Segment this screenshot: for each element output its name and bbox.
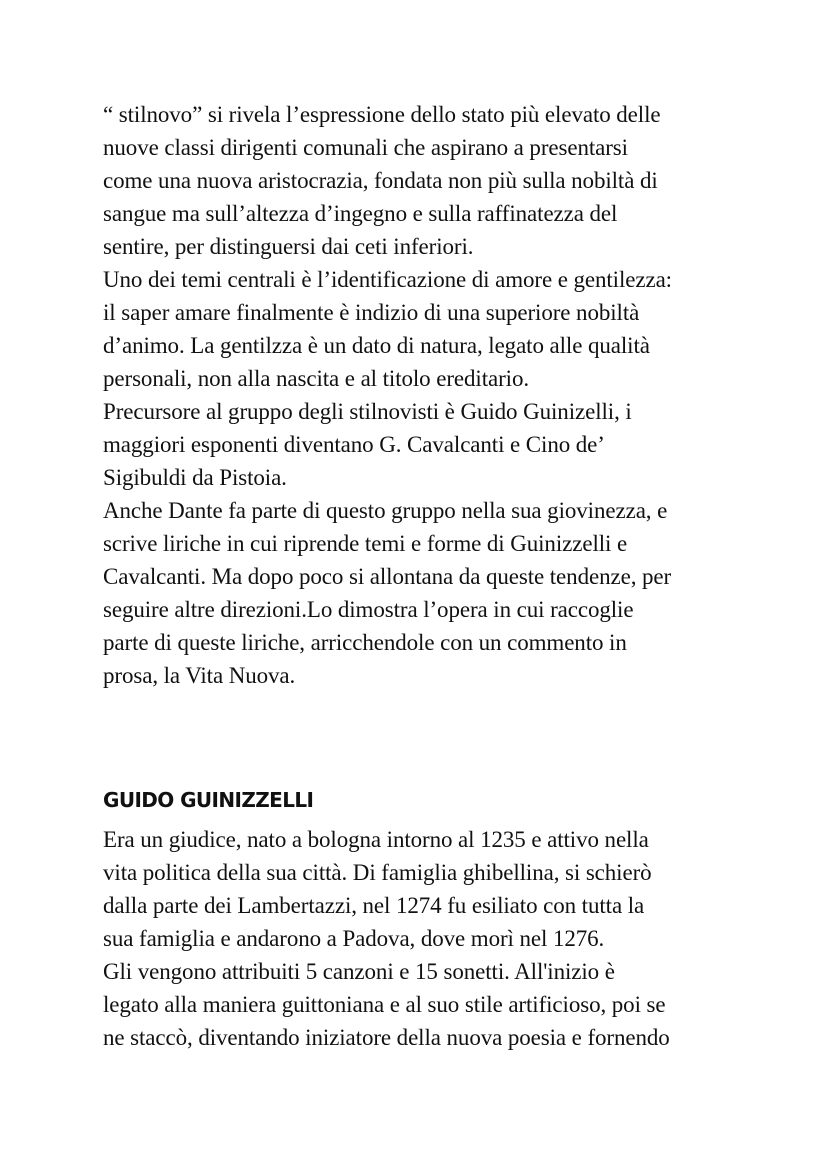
text-line: il saper amare finalmente è indizio di una superiore nobiltà — [103, 300, 640, 325]
text-line: personali, non alla nascita e al titolo ereditario. — [103, 366, 529, 391]
text-line: nuove classi dirigenti comunali che aspirano a presentarsi — [103, 135, 628, 160]
text-line: d’animo. La gentilzza è un dato di natura, legato alle qualità — [103, 333, 650, 358]
text-line: Sigibuldi da Pistoia. — [103, 465, 287, 490]
text-line: prosa, la Vita Nuova. — [103, 663, 296, 688]
text-line: Anche Dante fa parte di questo gruppo nella sua giovinezza, e — [103, 498, 668, 523]
text-line: vita politica della sua città. Di famiglia ghibellina, si schierò — [103, 860, 652, 885]
text-line: parte di queste liriche, arricchendole con un commento in — [103, 630, 627, 655]
text-line: “ stilnovo” si rivela l’espressione dello stato più elevato delle — [103, 102, 661, 127]
text-line: Gli vengono attribuiti 5 canzoni e 15 sonetti. All'inizio è — [103, 959, 615, 984]
text-line: Era un giudice, nato a bologna intorno al 1235 e attivo nella — [103, 827, 649, 852]
text-line: seguire altre direzioni.Lo dimostra l’opera in cui raccoglie — [103, 597, 634, 622]
text-line: scrive liriche in cui riprende temi e forme di Guinizzelli e — [103, 531, 628, 556]
text-line: Uno dei temi centrali è l’identificazione di amore e gentilezza: — [103, 267, 672, 292]
intro-paragraphs — [103, 98, 803, 692]
text-line: ne staccò, diventando iniziatore della nuova poesia e fornendo — [103, 1025, 670, 1050]
text-line: dalla parte dei Lambertazzi, nel 1274 fu esiliato con tutta la — [103, 893, 645, 918]
text-line: maggiori esponenti diventano G. Cavalcanti e Cino de’ — [103, 432, 605, 457]
text-line: come una nuova aristocrazia, fondata non più sulla nobiltà di — [103, 168, 658, 193]
section-heading: GUIDO GUINIZZELLI — [103, 788, 314, 812]
guinizzelli-paragraphs — [103, 823, 803, 1054]
text-line: legato alla maniera guittoniana e al suo stile artificioso, poi se — [103, 992, 666, 1017]
text-line: Cavalcanti. Ma dopo poco si allontana da queste tendenze, per — [103, 564, 672, 589]
text-line: Precursore al gruppo degli stilnovisti è Guido Guinizelli, i — [103, 399, 632, 424]
text-line: sua famiglia e andarono a Padova, dove morì nel 1276. — [103, 926, 605, 951]
text-line: sentire, per distinguersi dai ceti inferiori. — [103, 234, 474, 259]
text-line: sangue ma sull’altezza d’ingegno e sulla raffinatezza del — [103, 201, 618, 226]
